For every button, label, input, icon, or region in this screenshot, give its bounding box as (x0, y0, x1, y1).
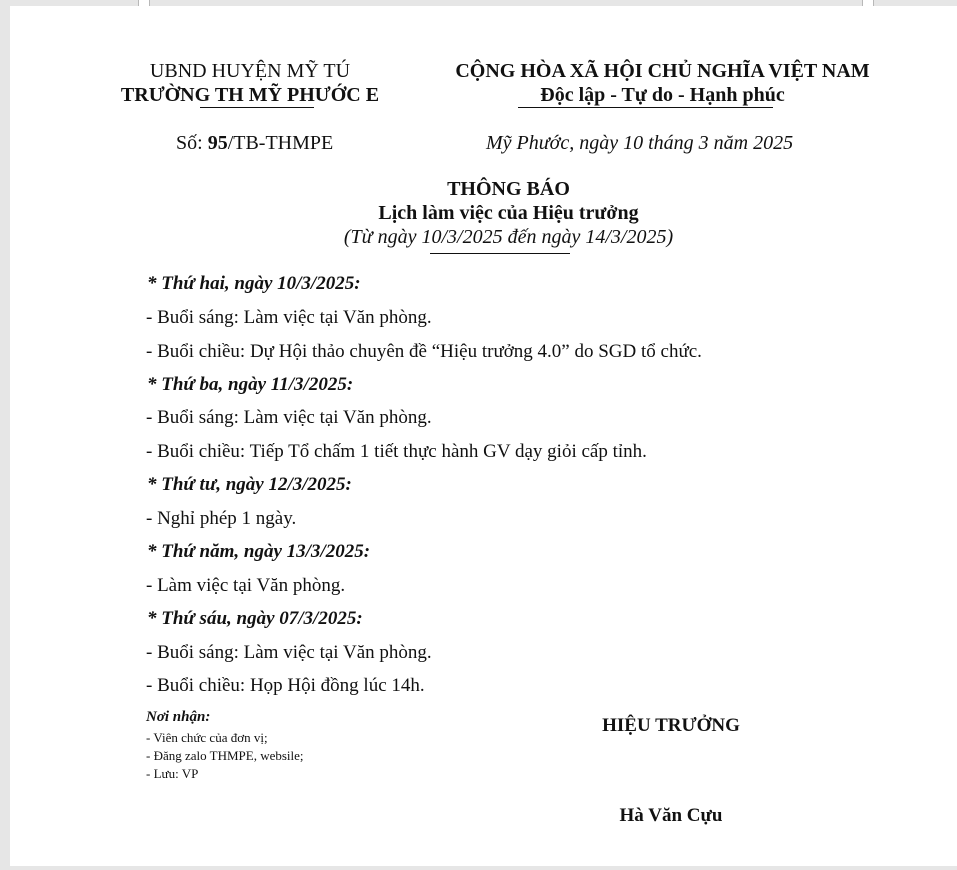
schedule-item: - Buổi sáng: Làm việc tại Văn phòng. (146, 307, 432, 328)
schedule-item: - Buổi chiều: Dự Hội thảo chuyên đề “Hiệu trưởng 4.0” do SGD tổ chức. (146, 341, 702, 362)
national-title: CỘNG HÒA XÃ HỘI CHỦ NGHĨA VIỆT NAM (455, 60, 870, 82)
date-range-underline (430, 253, 570, 254)
schedule-item: - Nghỉ phép 1 ngày. (146, 508, 297, 529)
schedule-item: - Buổi sáng: Làm việc tại Văn phòng. (146, 407, 432, 428)
day-heading: * Thứ tư, ngày 12/3/2025: (147, 474, 352, 495)
agency-name: UBND HUYỆN MỸ TÚ (149, 60, 351, 82)
schedule-item: - Buổi chiều: Họp Hội đồng lúc 14h. (146, 675, 425, 696)
document-number (176, 131, 333, 155)
national-motto: Độc lập - Tự do - Hạnh phúc (540, 84, 785, 106)
notice-date-range: (Từ ngày 10/3/2025 đến ngày 14/3/2025) (343, 226, 674, 248)
notice-subtitle: Lịch làm việc của Hiệu trưởng (378, 202, 639, 224)
document-number-value: 95 (207, 132, 228, 154)
document-number-suffix: /TB-THMPE (227, 132, 334, 154)
recipient-item: - Đăng zalo THMPE, websile; (146, 748, 304, 763)
signer-name: Hà Văn Cựu (619, 805, 723, 826)
day-heading: * Thứ hai, ngày 10/3/2025: (147, 273, 361, 294)
place-date: Mỹ Phước, ngày 10 tháng 3 năm 2025 (486, 132, 794, 154)
recipient-item: - Viên chức của đơn vị; (146, 730, 268, 745)
document-page (10, 6, 957, 866)
notice-title: THÔNG BÁO (447, 178, 570, 200)
school-name: TRƯỜNG TH MỸ PHƯỚC E (120, 84, 380, 106)
day-heading: * Thứ năm, ngày 13/3/2025: (147, 541, 371, 562)
schedule-item: - Buổi sáng: Làm việc tại Văn phòng. (146, 642, 432, 663)
recipient-item: - Lưu: VP (146, 766, 199, 781)
day-heading: * Thứ sáu, ngày 07/3/2025: (147, 608, 363, 629)
schedule-item: - Làm việc tại Văn phòng. (146, 575, 346, 596)
day-heading: * Thứ ba, ngày 11/3/2025: (147, 374, 354, 395)
signer-title: HIỆU TRƯỞNG (602, 715, 740, 736)
recipients-heading: Nơi nhận: (146, 709, 211, 725)
national-motto-underline (518, 107, 773, 108)
schedule-item: - Buổi chiều: Tiếp Tổ chấm 1 tiết thực hành GV dạy giỏi cấp tỉnh. (146, 441, 647, 462)
document-number-prefix: Số: (176, 132, 208, 154)
school-name-underline (200, 107, 314, 108)
